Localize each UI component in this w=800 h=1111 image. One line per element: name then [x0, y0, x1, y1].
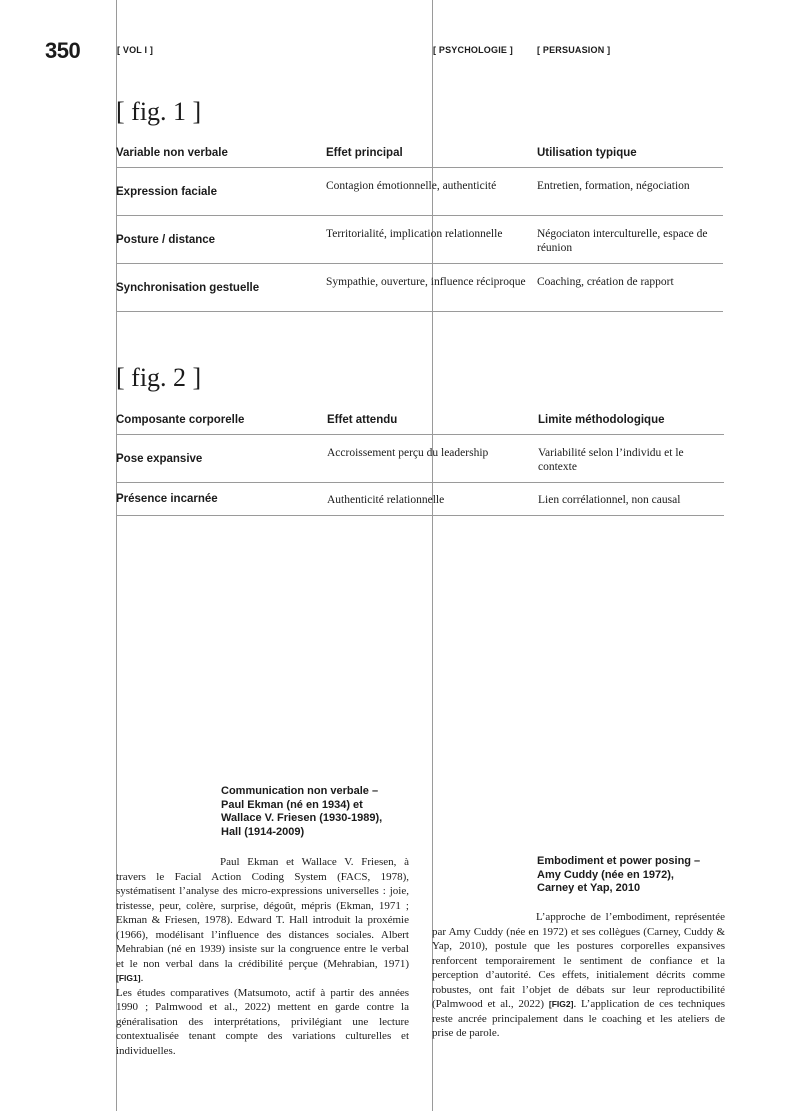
running-head-volume: [ VOL I ] [117, 45, 154, 55]
paragraph-text: . L’application de ces techniques reste ancrée principalement dans le coaching et les ateliers de prise de parole. [432, 998, 726, 1039]
table-row [116, 435, 724, 483]
figure-1-title: [ fig. 1 ] [116, 97, 202, 126]
figure-reference: [FIG2] [548, 999, 574, 1009]
row-label: Synchronisation gestuelle [116, 264, 326, 312]
figure-2-table [116, 410, 724, 516]
column-header: Variable non verbale [116, 143, 326, 168]
section-heading-embodiment: Embodiment et power posing – Amy Cuddy (née en 1972), Carney et Yap, 2010 [537, 855, 701, 894]
figure-2-title: [ fig. 2 ] [116, 363, 202, 392]
table-header-row [116, 410, 724, 435]
table-cell: Contagion émotionnelle, authenticité [326, 168, 537, 216]
column-header: Composante corporelle [116, 410, 327, 435]
table-cell: Lien corrélationnel, non causal [538, 483, 724, 516]
paragraph-text: . [140, 972, 144, 984]
figure-reference: [FIG1] [116, 973, 141, 983]
table-cell: Authenticité relationnelle [327, 483, 538, 516]
table-cell: Coaching, création de rapport [537, 264, 723, 312]
running-head-section: [ PSYCHOLOGIE ] [433, 45, 514, 55]
table-cell: Territorialité, implication relationnelle [326, 216, 537, 264]
table-row [116, 216, 723, 264]
paragraph [432, 910, 725, 1041]
row-label: Posture / distance [116, 216, 326, 264]
column-header: Utilisation typique [537, 143, 723, 168]
column-header: Effet attendu [327, 410, 538, 435]
body-text-embodiment [432, 910, 725, 1041]
figure-1-table [116, 143, 723, 312]
paragraph [116, 855, 409, 986]
column-header: Effet principal [326, 143, 537, 168]
table-row [116, 168, 723, 216]
table-cell: Négociaton interculturelle, espace de réunion [537, 216, 723, 264]
table-cell: Accroissement perçu du leadership [327, 435, 538, 483]
column-header: Limite méthodologique [538, 410, 724, 435]
body-text-nonverbal [116, 855, 409, 1058]
paragraph: Les études comparatives (Matsumoto, actif à partir des années 1990 ; Palmwood et al., 2022) mettent en garde contre la généralisation des interprétations, privilégiant une lecture contextualisée tenant compte des variations culturelles et individuelles. [116, 986, 409, 1057]
table-row [116, 483, 724, 516]
running-head-chapter: [ PERSUASION ] [537, 45, 611, 55]
table-cell: Sympathie, ouverture, influence réciproque [326, 264, 537, 312]
paragraph-text: L’approche de l’embodiment, représentée par Amy Cuddy (née en 1972) et ses collègues (Carney, Cuddy & Yap, 2010), postule que les postures corporelles expansives renforcent temporairement le sentiment de confiance et la perception d’autorité. Ces effets, initialement décrits comme robustes, ont fait l’objet de débats sur leur reproductibilité (Palmwood et al., 2022) [432, 911, 725, 1010]
row-label: Pose expansive [116, 435, 327, 483]
table-cell: Entretien, formation, négociation [537, 168, 723, 216]
row-label: Présence incarnée [116, 483, 327, 516]
table-cell: Variabilité selon l’individu et le contexte [538, 435, 724, 483]
paragraph-text: Paul Ekman et Wallace V. Friesen, à travers le Facial Action Coding System (FACS, 1978), systématisent l’analyse des micro-expressions universelles : joie, tristesse, peur, colère, surprise, dégoût, mépris (Ekman, 1971 ; Ekman & Friesen, 1978). Edward T. Hall introduit la proxémie (1966), modélisant l’influence des distances sociales. Albert Mehrabian (né en 1939) insiste sur la congruence entre le verbal et le non verbal dans la crédibilité perçue (Mehrabian, 1971) [116, 856, 409, 970]
row-label: Expression faciale [116, 168, 326, 216]
section-heading-nonverbal: Communication non verbale – Paul Ekman (né en 1934) et Wallace V. Friesen (1930-1989), Hall (1914-2009) [221, 785, 383, 838]
page-number: 350 [45, 38, 81, 63]
table-header-row [116, 143, 723, 168]
table-row [116, 264, 723, 312]
